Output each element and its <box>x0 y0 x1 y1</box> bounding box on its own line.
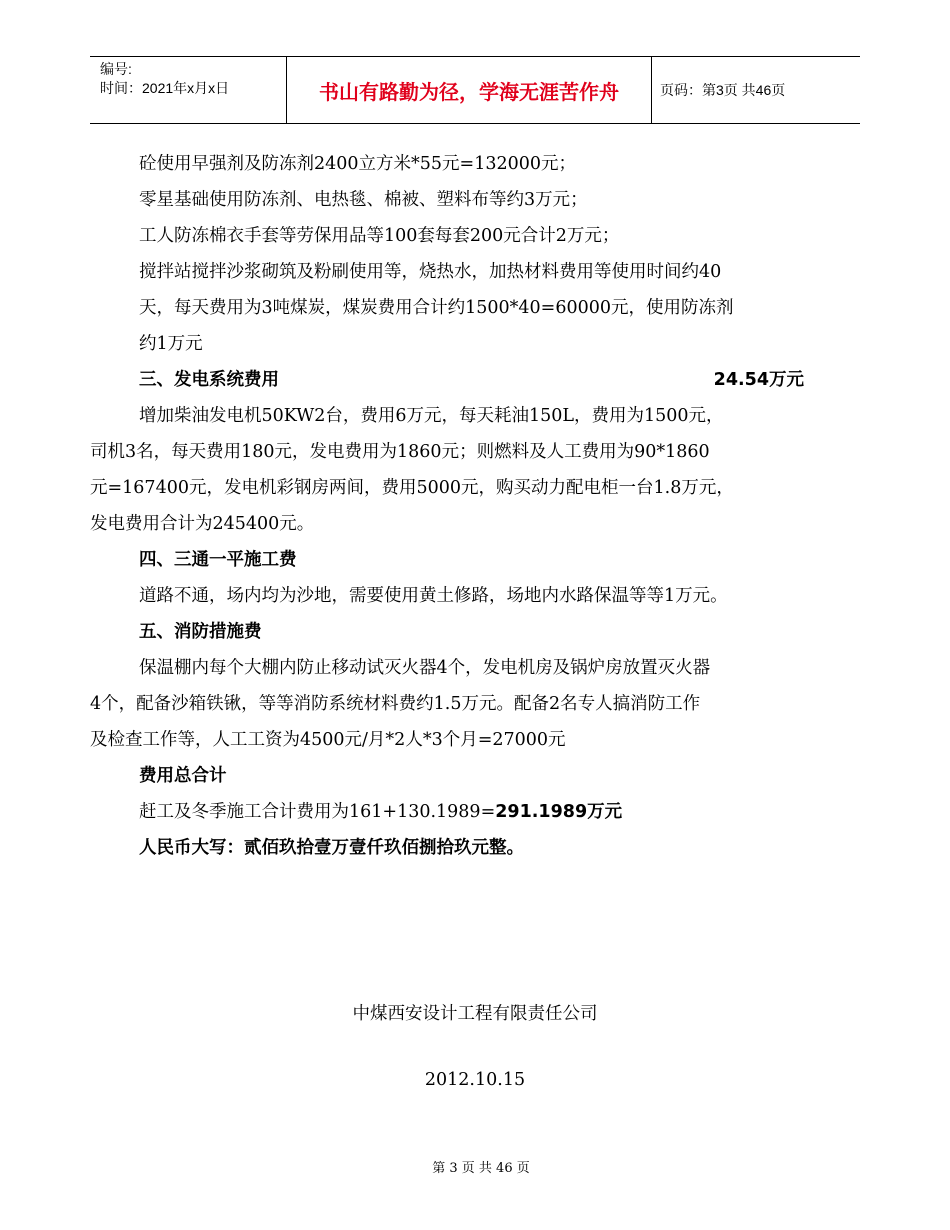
paragraph-concrete-additive: 砼使用早强剂及防冻剂2400立方米*55元=132000元； <box>139 154 577 174</box>
section-3-amount-number: 24.54 <box>713 370 769 390</box>
total-value: 291.1989万元 <box>495 802 623 822</box>
paragraph-fire-line1: 保温棚内每个大棚内防止移动试灭火器4个，发电机房及锅炉房放置灭火器 <box>139 658 711 678</box>
paragraph-generator-line2: 司机3名，每天费用180元，发电费用为1860元；则燃料及人工费用为90*1860 <box>90 442 710 462</box>
paragraph-generator-line3: 元=167400元，发电机彩钢房两间，费用5000元，购买动力配电柜一台1.8万元， <box>90 478 734 498</box>
paragraph-foundation-antifreeze: 零星基础使用防冻剂、电热毯、棉被、塑料布等约3万元； <box>139 190 588 210</box>
header-page-info: 页码：第3页 共46页 <box>660 82 786 98</box>
paragraph-fire-line3: 及检查工作等，人工工资为4500元/月*2人*3个月=27000元 <box>90 730 566 750</box>
section-3-amount-unit: 万元 <box>769 370 804 390</box>
header-number-label: 编号: <box>100 61 132 77</box>
page-footer: 第 3 页 共 46 页 <box>432 1161 530 1176</box>
paragraph-worker-protection: 工人防冻棉衣手套等劳保用品等100套每套200元合计2万元； <box>139 226 620 246</box>
header-meta <box>100 60 229 98</box>
page-header <box>90 56 860 124</box>
signature-date: 2012.10.15 <box>424 1070 526 1090</box>
total-line <box>90 794 872 830</box>
section-3-heading <box>90 362 872 398</box>
paragraph-mixing-station-line3: 约1万元 <box>139 334 203 354</box>
paragraph-site-prep: 道路不通，场内均为沙地，需要使用黄土修路，场地内水路保温等等1万元。 <box>139 586 728 606</box>
paragraph-generator-line4: 发电费用合计为245400元。 <box>90 514 315 534</box>
paragraph-fire-line2: 4个，配备沙箱铁锹，等等消防系统材料费约1.5万元。配备2名专人搞消防工作 <box>90 694 701 714</box>
paragraph-generator-line1: 增加柴油发电机50KW2台，费用6万元，每天耗油150L，费用为1500元， <box>139 406 724 426</box>
total-prefix: 赶工及冬季施工合计费用为161+130.1989= <box>139 802 496 822</box>
paragraph-mixing-station-line1: 搅拌站搅拌沙浆砌筑及粉刷使用等，烧热水，加热材料费用等使用时间约40 <box>139 262 722 282</box>
header-time-label: 时间：2021年x月x日 <box>100 80 230 96</box>
section-4-title: 四、三通一平施工费 <box>139 550 297 570</box>
total-title: 费用总合计 <box>139 766 227 786</box>
section-5-title: 五、消防措施费 <box>139 622 262 642</box>
document-body <box>90 146 872 866</box>
paragraph-mixing-station-line2: 天，每天费用为3吨煤炭，煤炭费用合计约1500*40=60000元，使用防冻剂 <box>139 298 734 318</box>
section-3-amount <box>714 362 804 398</box>
rmb-uppercase-total: 人民币大写：贰佰玖拾壹万壹仟玖佰捌拾玖元整。 <box>139 838 524 858</box>
company-name: 中煤西安设计工程有限责任公司 <box>352 1004 598 1024</box>
section-3-title: 三、发电系统费用 <box>139 370 279 390</box>
header-motto: 书山有路勤为径，学海无涯苦作舟 <box>286 57 652 123</box>
